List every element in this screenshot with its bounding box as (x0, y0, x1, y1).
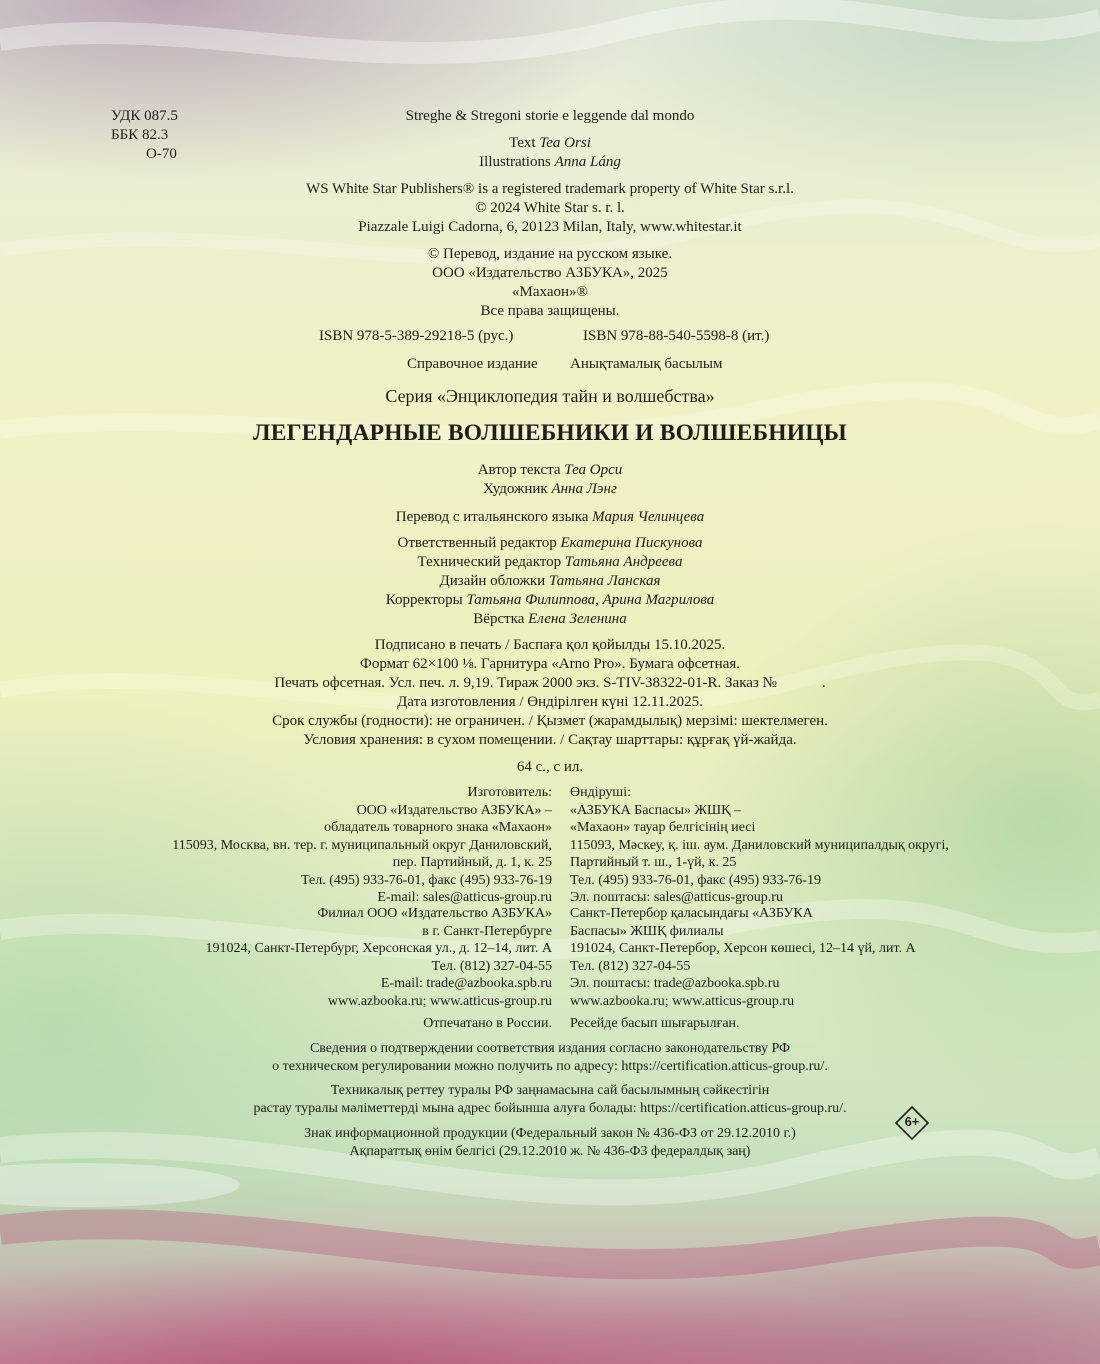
certification-ru-line2: о техническом регулировании можно получить по адресу: https://certification.atticus-group.ru/. (272, 1058, 828, 1074)
info-mark-ru: Знак информационной продукции (Федеральный закон № 436-ФЗ от 29.12.2010 г.) (304, 1126, 796, 1141)
proofreaders-names: Татьяна Филиппова, Арина Магрилова (466, 592, 715, 608)
print-info (0, 636, 1100, 750)
print-info-line3: Печать офсетная. Усл. печ. л. 9,19. Тираж 2000 экз. S-TIV-38322-01-R. Заказ № . (274, 675, 826, 691)
print-info-line5: Срок службы (годности): не ограничен. / Қызмет (жарамдылық) мерзімі: шектелмеген. (272, 713, 828, 729)
page-count: 64 с., с ил. (516, 759, 584, 775)
isbn-italian: ISBN 978-88-540-5598-8 (ит.) (583, 328, 770, 344)
udk-code: УДК 087.5 (111, 108, 178, 124)
illustrations-label: Illustrations (479, 154, 551, 170)
manufacturer-ru-line: Тел. (495) 933-76-01, факс (495) 933-76-19 (301, 872, 552, 888)
book-title: ЛЕГЕНДАРНЫЕ ВОЛШЕБНИКИ И ВОЛШЕБНИЦЫ (253, 420, 847, 446)
manufacturer-kz-line: «АЗБУКА Баспасы» ЖШҚ – (570, 802, 741, 818)
isbn-russian: ISBN 978-5-389-29218-5 (рус.) (319, 328, 514, 344)
branch-kz-line: Баспасы» ЖШҚ филиалы (570, 923, 724, 939)
russian-rights-line2: ООО «Издательство АЗБУКА», 2025 (432, 265, 668, 281)
layout-artist-name: Елена Зеленина (528, 611, 627, 627)
print-info-line4: Дата изготовления / Өндірілген күні 12.11.2025. (397, 694, 703, 710)
manufacturer-ru-line: ООО «Издательство АЗБУКА» – (356, 802, 552, 818)
original-rights (0, 180, 1100, 237)
tech-editor-label: Технический редактор (417, 554, 562, 570)
print-info-line1: Подписано в печать / Баспаға қол қойылды 15.10.2025. (374, 637, 726, 653)
russian-rights-line4: Все права защищены. (480, 303, 620, 319)
branch-kz-email: Эл. поштасы: trade@azbooka.spb.ru (570, 976, 780, 991)
manufacturer-ru (172, 784, 552, 907)
cover-label: Дизайн обложки (439, 573, 546, 589)
original-title: Streghe & Stregoni storie e leggende dal mondo (405, 108, 695, 124)
translator-name: Мария Челинцева (592, 509, 705, 525)
certification-kz-line2: растау туралы мәліметтерді мына адрес бойынша алуға болады: https://certification.atticus-group.ru/. (253, 1100, 847, 1116)
manufacturer-kz-line: 115093, Мәскеу, қ. іш. аум. Даниловский муниципалдық округі, (570, 837, 949, 853)
original-credits (0, 134, 1100, 172)
manufacturer-kz-line: Партийный т. ш., 1-үй, к. 25 (570, 855, 737, 870)
layout-label: Вёрстка (473, 611, 525, 627)
branch-kz-line: 191024, Санкт-Петербор, Херсон көшесі, 12–14 үй, лит. А (570, 941, 916, 956)
bbk-code: ББК 82.3 (111, 127, 169, 143)
russian-rights-line3: «Махаон»® (512, 284, 588, 300)
manufacturer-kz (570, 784, 949, 907)
author-name: Теа Орси (564, 462, 623, 478)
manufacturer-kz-line: Тел. (495) 933-76-01, факс (495) 933-76-19 (570, 872, 821, 888)
translation-line (0, 508, 1100, 527)
manufacturer-ru-line: обладатель товарного знака «Махаон» (324, 820, 552, 835)
russian-rights-line1: © Перевод, издание на русском языке. (427, 246, 673, 262)
editor-label: Ответственный редактор (397, 535, 557, 551)
branch-kz-line: Тел. (812) 327-04-55 (570, 958, 691, 974)
russian-rights (0, 245, 1100, 321)
editorial-credits (0, 534, 1100, 629)
print-info-line6: Условия хранения: в сухом помещении. / Сақтау шарттары: құрғақ үй-жайда. (303, 732, 797, 748)
print-info-line2: Формат 62×100 ⅛. Гарнитура «Arno Pro». Бумага офсетная. (360, 656, 740, 672)
proof-label: Корректоры (385, 592, 463, 608)
age-rating-label: 6+ (904, 1114, 920, 1129)
info-product-mark (0, 1125, 1100, 1160)
certification-ru (0, 1040, 1100, 1075)
age-rating-badge (895, 1106, 929, 1140)
editor-name: Екатерина Пискунова (560, 535, 703, 551)
author-label: Автор текста (477, 462, 561, 478)
manufacturer-kz-line: Өндіруші: (570, 785, 631, 800)
branch-kz-line: Санкт-Петербор қаласындағы «АЗБУКА (570, 906, 813, 921)
tech-editor-name: Татьяна Андреева (564, 554, 683, 570)
manufacturer-ru-line: пер. Партийный, д. 1, к. 25 (392, 855, 552, 870)
manufacturer-kz-line: «Махаон» тауар белгісінің иесі (570, 820, 756, 835)
manufacturer-ru-line: Изготовитель: (467, 785, 552, 800)
artist-label: Художник (483, 481, 548, 497)
text-label: Text (509, 135, 536, 151)
certification-ru-line1: Сведения о подтверждении соответствия издания согласно законодательству РФ (309, 1041, 791, 1056)
trademark-line: WS White Star Publishers® is a registered trademark property of White Star s.r.l. (306, 181, 794, 197)
printed-in-russia: Отпечатано в России. (423, 1016, 552, 1031)
branch-ru-email: E-mail: trade@azbooka.spb.ru (380, 976, 552, 991)
translation-label: Перевод с итальянского языка (395, 509, 589, 525)
branch-ru-line: 191024, Санкт-Петербург, Херсонская ул., д. 12–14, лит. А (205, 941, 552, 956)
address-line: Piazzale Luigi Cadorna, 6, 20123 Milan, Italy, www.whitestar.it (358, 219, 742, 235)
branch-ru (206, 905, 553, 993)
branch-kz (570, 905, 916, 993)
text-author: Tea Orsi (539, 135, 591, 151)
branch-ru-line: Тел. (812) 327-04-55 (431, 958, 552, 974)
author-mark-code: О-70 (146, 146, 177, 162)
branch-ru-line: в г. Санкт-Петербурге (422, 923, 552, 939)
authors-block (0, 461, 1100, 499)
series-title: Серия «Энциклопедия тайн и волшебства» (385, 386, 715, 406)
artist-name: Анна Лэнг (551, 481, 617, 497)
websites-kz: www.azbooka.ru; www.atticus-group.ru (570, 994, 795, 1009)
printed-in-russia-kz: Ресейде басып шығарылған. (570, 1016, 740, 1031)
reference-edition-kz: Анықтамалық басылым (570, 356, 723, 372)
certification-kz-line1: Техникалық реттеу туралы РФ заңнамасына сай басылымның сәйкестігін (330, 1083, 770, 1098)
manufacturer-kz-email: Эл. поштасы: sales@atticus-group.ru (570, 890, 783, 905)
reference-edition-ru: Справочное издание (407, 356, 538, 372)
websites-ru: www.azbooka.ru; www.atticus-group.ru (327, 994, 552, 1009)
info-mark-kz: Ақпараттық өнім белгісі (29.12.2010 ж. № 436-ФЗ федералдық заң) (349, 1143, 751, 1159)
cover-designer-name: Татьяна Ланская (548, 573, 661, 589)
manufacturer-ru-line: 115093, Москва, вн. тер. г. муниципальный округ Даниловский, (172, 837, 552, 853)
branch-ru-line: Филиал ООО «Издательство АЗБУКА» (317, 906, 552, 921)
certification-kz (0, 1082, 1100, 1117)
copyright-line: © 2024 White Star s. r. l. (475, 200, 625, 216)
illustrations-author: Anna Láng (554, 154, 621, 170)
manufacturer-ru-email: E-mail: sales@atticus-group.ru (377, 890, 552, 905)
